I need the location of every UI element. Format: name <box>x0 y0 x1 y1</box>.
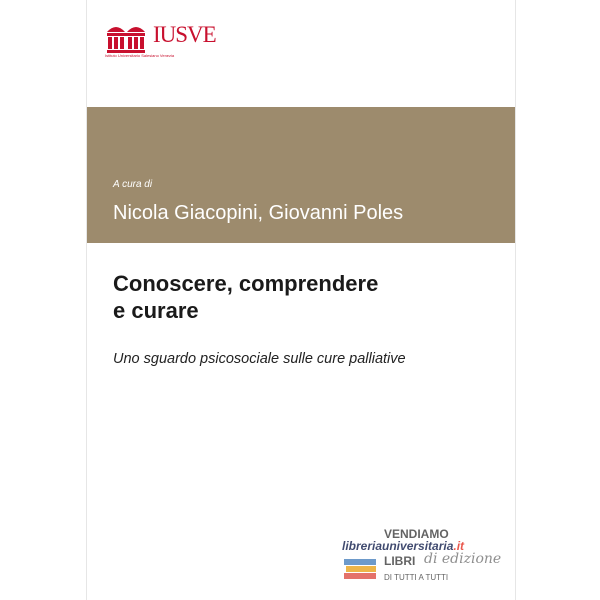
book-cover <box>86 0 516 600</box>
watermark-brand-name: libreriauniversitaria <box>342 539 454 553</box>
columns-building-icon <box>105 20 151 54</box>
watermark-vendiamo: VENDIAMO <box>384 527 449 541</box>
publisher-tagline: Istituto Universitario Salesiano Venezia <box>105 53 175 58</box>
curated-by-label: A cura di <box>113 179 153 190</box>
book-stack-icon <box>342 557 380 585</box>
watermark-brand-suffix: .it <box>453 539 465 553</box>
watermark-libri: LIBRI <box>384 554 416 568</box>
watermark <box>342 527 514 587</box>
book-subtitle: Uno sguardo psicosociale sulle cure palliative <box>113 351 406 367</box>
book-title <box>113 270 493 324</box>
publisher-logo <box>105 16 215 66</box>
author-band <box>87 107 515 243</box>
book-title-line-2: e curare <box>113 298 199 323</box>
watermark-edizione: di edizione <box>424 551 502 567</box>
watermark-tutti: DI TUTTI A TUTTI <box>384 573 449 582</box>
publisher-wordmark: IUSVE <box>153 22 216 47</box>
authors: Nicola Giacopini, Giovanni Poles <box>113 202 404 224</box>
book-title-line-1: Conoscere, comprendere <box>113 271 379 296</box>
